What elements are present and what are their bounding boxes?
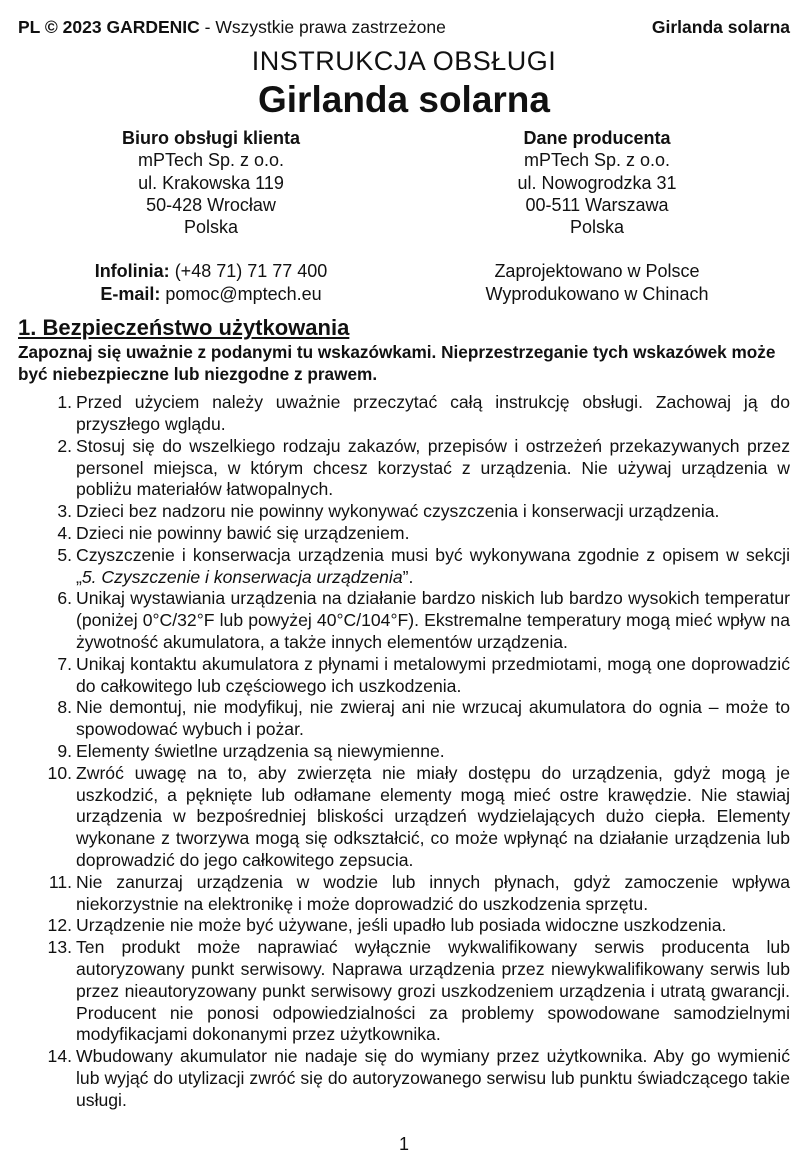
page-number: 1 [398, 1134, 409, 1154]
section-reference: 5. Czyszczenie i konserwacja urządzenia [81, 566, 403, 587]
list-item [18, 697, 790, 741]
list-item-text-main: Czyszczenie i konserwacja urządzenia musi być wykonywana zgodnie z opisem w sekcji „ [76, 544, 790, 587]
document-subtitle: Girlanda solarna [258, 79, 550, 120]
manufacturer-line: ul. Nowogrodzka 31 [517, 172, 677, 193]
list-item-text: Dzieci bez nadzoru nie powinny wykonywać czyszczenia i konserwacji urządzenia. [76, 501, 720, 522]
list-item-number: 1. [57, 392, 72, 413]
customer-service-heading: Biuro obsługi klienta [121, 128, 300, 148]
manufacturer-line: 00-511 Warszawa [525, 194, 669, 215]
contact-block [18, 127, 790, 305]
hotline [18, 260, 404, 282]
manufacturer-line: Polska [569, 217, 625, 238]
list-item-text: Urządzenie nie może być używane, jeśli upadło lub posiada widoczne uszkodzenia. [76, 915, 727, 936]
page-header [18, 17, 790, 37]
list-item-number: 14. [47, 1046, 72, 1067]
list-item-number: 10. [47, 762, 72, 783]
list-item-number: 2. [57, 435, 72, 456]
document-title: INSTRUKCJA OBSŁUGI [251, 46, 557, 76]
list-item [18, 937, 790, 1046]
list-item-number: 4. [57, 523, 72, 544]
made-in: Wyprodukowano w Chinach [485, 283, 709, 304]
list-item-text: Elementy świetlne urządzenia są niewymienne. [76, 741, 445, 762]
list-item-text: Ten produkt może naprawiać wyłącznie wykwalifikowany serwis producenta lub autoryzowany punkt serwisowy. Naprawa urządzenia przez niewykwalifikowany serwis lub przez nieautoryzowany punkt serwisowy grozi uszkodzeniem urządzenia i utratą gwarancji. Producent nie ponosi odpowiedzialności za problemy spowodowane samodzielnymi modyfikacjami dokonanymi przez użytkownika. [76, 937, 790, 1045]
copyright-rest: - Wszystkie prawa zastrzeżone [199, 17, 446, 37]
list-item-number: 11. [48, 871, 72, 892]
list-item-number: 8. [57, 697, 72, 718]
list-item [18, 392, 790, 436]
list-item [18, 915, 790, 937]
customer-service-line: ul. Krakowska 119 [138, 172, 284, 193]
section-intro: Zapoznaj się uważnie z podanymi tu wskazówkami. Nieprzestrzeganie tych wskazówek może być niebezpieczne lub niezgodne z prawem. [18, 342, 776, 384]
copyright-brand: PL © 2023 GARDENIC [18, 17, 200, 37]
list-item-number: 12. [47, 915, 72, 936]
list-item [18, 763, 790, 872]
safety-rules-list [18, 392, 790, 1111]
email-value: pomoc@mptech.eu [160, 283, 322, 304]
list-item-text: Unikaj kontaktu akumulatora z płynami i metalowymi przedmiotami, mogą one doprowadzić do całkowitego lub częściowego ich uszkodzenia. [76, 653, 790, 696]
list-item-text: Wbudowany akumulator nie nadaje się do wymiany przez użytkownika. Aby go wymienić lub wyjąć do utylizacji zwróć się do autoryzowanego serwisu lub punktu świadczącego takie usługi. [76, 1046, 790, 1110]
manufacturer-line: mPTech Sp. z o.o. [523, 150, 671, 171]
list-item-number: 3. [57, 501, 72, 522]
list-item [18, 872, 790, 916]
list-item-number: 7. [57, 653, 72, 674]
customer-service-line: 50-428 Wrocław [146, 194, 276, 215]
list-item-text: Przed użyciem należy uważnie przeczytać całą instrukcję obsługi. Zachowaj ją do przyszłego wglądu. [76, 392, 790, 435]
list-item-number: 13. [47, 937, 72, 958]
list-item [18, 523, 790, 545]
list-item [18, 545, 790, 589]
customer-service-column [18, 127, 404, 305]
customer-service-line: Polska [183, 217, 239, 238]
header-product-name: Girlanda solarna [651, 17, 790, 37]
section-title: 1. Bezpieczeństwo użytkowania [18, 315, 350, 341]
list-item-text [74, 545, 790, 589]
manufacturer-column [404, 127, 790, 305]
customer-service-line: mPTech Sp. z o.o. [137, 150, 285, 171]
hotline-value: (+48 71) 71 77 400 [169, 261, 328, 282]
list-item-text: Dzieci nie powinny bawić się urządzeniem. [76, 523, 410, 544]
list-item [18, 501, 790, 523]
list-item [18, 741, 790, 763]
list-item-number: 5. [57, 544, 72, 565]
list-item-number: 9. [57, 741, 72, 762]
list-item-text: Nie demontuj, nie modyfikuj, nie zwieraj ani nie wrzucaj akumulatora do ognia – może to spowodować wybuch i pożar. [76, 697, 790, 740]
email-label: E-mail: [100, 283, 161, 304]
manufacturer-heading: Dane producenta [523, 128, 671, 148]
email [18, 283, 404, 305]
list-item-text: Nie zanurzaj urządzenia w wodzie lub innych płynach, gdyż zamoczenie wpływa niekorzystnie na elektronikę i może doprowadzić do uszkodzenia sprzętu. [76, 871, 790, 914]
hotline-label: Infolinia: [94, 261, 170, 282]
list-item [18, 654, 790, 698]
list-item-number: 6. [57, 588, 72, 609]
list-item [18, 1046, 790, 1111]
designed-in: Zaprojektowano w Polsce [494, 261, 700, 282]
list-item [18, 588, 790, 653]
list-item-text: Unikaj wystawiania urządzenia na działanie bardzo niskich lub bardzo wysokich temperatur (poniżej 0°C/32°F lub powyżej 40°C/104°F). Ekstremalne temperatury mogą mieć wpływ na żywotność akumulatora, a także innych elementów urządzenia. [76, 588, 790, 653]
list-item-text-end: ”. [402, 566, 414, 587]
list-item-text: Zwróć uwagę na to, aby zwierzęta nie miały dostępu do urządzenia, gdyż mogą je uszkodzić, a pęknięte lub odłamane elementy mogą mieć ostre krawędzie. Nie stawiaj urządzenia w bezpośredniej bliskości urządzeń wydzielających dużo ciepła. Elementy wykonane z tworzywa mogą się odkształcić, co może wpłynąć na działanie urządzenia lub doprowadzić do jego całkowitego zepsucia. [76, 762, 790, 870]
list-item-text: Stosuj się do wszelkiego rodzaju zakazów, przepisów i ostrzeżeń przekazywanych przez personel miejsca, w którym chcesz korzystać z urządzenia. Nie używaj urządzenia w pobliżu materiałów łatwopalnych. [76, 435, 790, 500]
document-page [18, 0, 790, 1112]
copyright-notice [18, 17, 446, 37]
list-item [18, 436, 790, 501]
